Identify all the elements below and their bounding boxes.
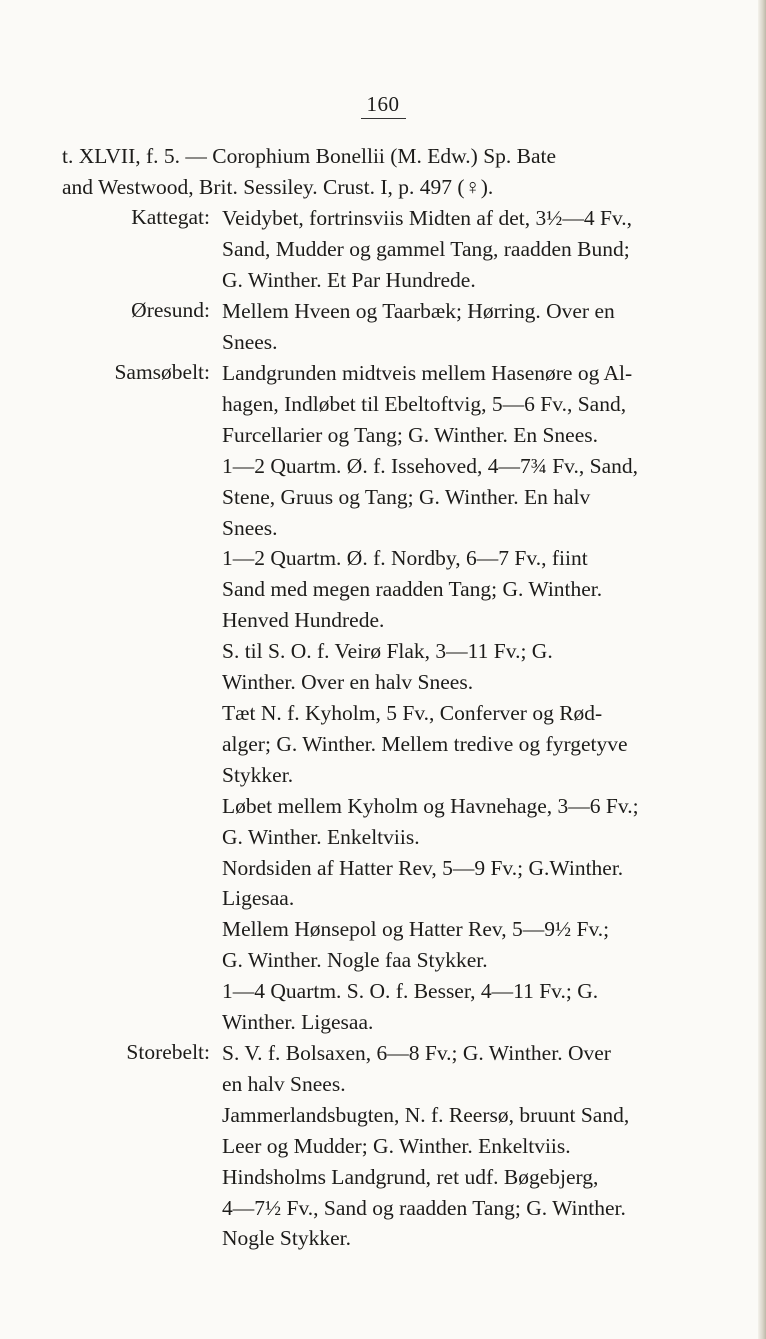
text-line: Landgrunden midtveis mellem Hasenøre og Al-: [222, 361, 633, 385]
text-line: Snees.: [222, 515, 278, 540]
section-label-samsobelt: Samsøbelt:: [114, 360, 210, 384]
text-line: Mellem Hønsepol og Hatter Rev, 5—9½ Fv.;: [222, 917, 610, 942]
text-line: Sand, Mudder og gammel Tang, raadden Bund;: [222, 236, 630, 261]
text-line: en halv Snees.: [222, 1071, 346, 1096]
text-line: Løbet mellem Kyholm og Havnehage, 3—6 Fv.;: [222, 793, 639, 818]
text-line: Winther. Over en halv Snees.: [222, 670, 474, 695]
section-label-oresund: Øresund:: [131, 298, 210, 322]
heading-line-2: and Westwood, Brit. Sessiley. Crust. I, p. 497 (♀).: [62, 175, 494, 199]
text-line: S. til S. O. f. Veirø Flak, 3—11 Fv.; G.: [222, 639, 553, 664]
section-body-samsobelt: [222, 358, 639, 1038]
text-line: Hindsholms Landgrund, ret udf. Bøgebjerg,: [222, 1164, 599, 1189]
text-line: Winther. Ligesaa.: [222, 1010, 374, 1035]
text-line: S. V. f. Bolsaxen, 6—8 Fv.; G. Winther. Over: [222, 1041, 611, 1065]
text-line: Tæt N. f. Kyholm, 5 Fv., Conferver og Rød-: [222, 700, 603, 725]
text-line: 1—2 Quartm. Ø. f. Issehoved, 4—7¾ Fv., Sand,: [222, 453, 639, 478]
text-line: Nogle Stykker.: [222, 1226, 351, 1251]
text-line: Jammerlandsbugten, N. f. Reersø, bruunt Sand,: [222, 1102, 630, 1127]
section-body-storebelt: [222, 1038, 629, 1254]
page-number: [0, 92, 766, 117]
text-line: hagen, Indløbet til Ebeltoftvig, 5—6 Fv., Sand,: [222, 391, 627, 416]
text-line: G. Winther. Nogle faa Stykker.: [222, 948, 488, 973]
section-label-kattegat: Kattegat:: [131, 205, 210, 229]
text-line: Furcellarier og Tang; G. Winther. En Snees.: [222, 422, 598, 447]
page-number-text: 160: [361, 92, 406, 119]
text-line: alger; G. Winther. Mellem tredive og fyrgetyve: [222, 731, 628, 756]
text-line: 1—4 Quartm. S. O. f. Besser, 4—11 Fv.; G.: [222, 979, 599, 1004]
text-line: Leer og Mudder; G. Winther. Enkeltviis.: [222, 1133, 571, 1158]
text-line: Stykker.: [222, 762, 294, 787]
section-label-storebelt: Storebelt:: [126, 1040, 210, 1064]
text-line: Mellem Hveen og Taarbæk; Hørring. Over en: [222, 299, 615, 323]
text-line: Snees.: [222, 329, 278, 354]
text-line: Henved Hundrede.: [222, 608, 385, 633]
section-body-kattegat: [222, 203, 632, 296]
text-line: Nordsiden af Hatter Rev, 5—9 Fv.; G.Winther.: [222, 855, 624, 880]
section-body-oresund: [222, 296, 615, 358]
text-line: Sand med megen raadden Tang; G. Winther.: [222, 577, 603, 602]
page-edge: [758, 0, 766, 1339]
heading-line-1: t. XLVII, f. 5. — Corophium Bonellii (M. Edw.) Sp. Bate: [62, 144, 557, 168]
text-line: G. Winther. Et Par Hundrede.: [222, 267, 476, 292]
text-line: 1—2 Quartm. Ø. f. Nordby, 6—7 Fv., fiint: [222, 546, 588, 571]
text-line: 4—7½ Fv., Sand og raadden Tang; G. Winther.: [222, 1195, 626, 1220]
text-line: Ligesaa.: [222, 886, 295, 911]
text-line: Stene, Gruus og Tang; G. Winther. En halv: [222, 484, 591, 509]
text-line: G. Winther. Enkeltviis.: [222, 824, 420, 849]
text-line: Veidybet, fortrinsviis Midten af det, 3½—4 Fv.,: [222, 206, 633, 230]
